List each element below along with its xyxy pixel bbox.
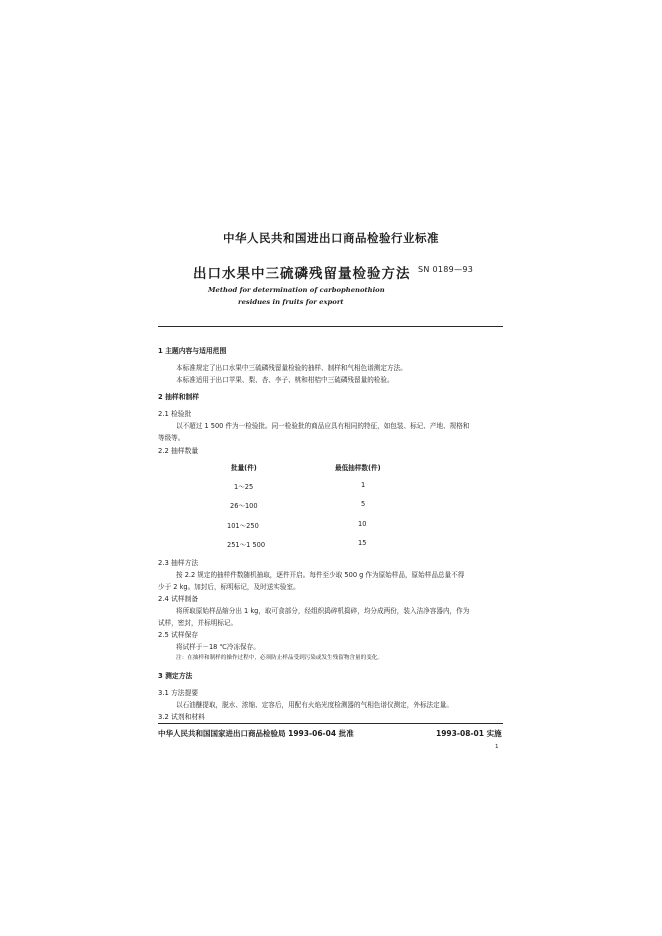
- section-2-3-paragraph-line2: 少于 2 kg。加封后，标明标记，及时送实验室。: [158, 583, 300, 591]
- section-2-5-paragraph: 将试样于－18 ℃冷冻保存。: [176, 643, 260, 651]
- table-header-batch-size: 批量(件): [231, 464, 257, 472]
- english-title-line1: Method for determination of carbophenothion: [208, 286, 385, 294]
- section-1-heading: 1 主题内容与适用范围: [158, 347, 227, 355]
- section-2-1-paragraph-line1: 以不超过 1 500 件为一检验批。同一检验批的商品应具有相同的特征，如包装、标记、产地、规格和: [176, 422, 470, 430]
- document-title: 出口水果中三硫磷残留量检验方法: [193, 266, 411, 282]
- footer-divider: [158, 723, 503, 724]
- page-number: 1: [495, 744, 499, 750]
- table-cell-samples: 10: [358, 520, 367, 528]
- section-2-4-paragraph-line2: 试样，密封，并标明标记。: [158, 619, 238, 627]
- section-3-2-heading: 3.2 试剂和材料: [158, 713, 205, 721]
- section-2-1-paragraph-line2: 等级等。: [158, 434, 185, 442]
- table-header-min-samples: 最低抽样数(件): [335, 464, 381, 472]
- table-cell-batch: 251～1 500: [227, 541, 266, 549]
- table-cell-samples: 5: [361, 500, 366, 508]
- section-1-paragraph-2: 本标准适用于出口苹果、梨、杏、李子、桃和柑桔中三硫磷残留量的检验。: [176, 376, 394, 384]
- implementation-date: 1993-08-01 实施: [436, 729, 502, 738]
- section-3-heading: 3 测定方法: [158, 672, 193, 680]
- table-cell-samples: 15: [358, 539, 367, 547]
- section-2-4-heading: 2.4 试样制备: [158, 595, 199, 603]
- section-3-1-paragraph: 以石油醚提取，脱水、浓缩、定容后，用配有火焰光度检测器的气相色谱仪测定，外标法定量。: [176, 701, 453, 709]
- approval-statement: 中华人民共和国国家进出口商品检验局 1993-06-04 批准: [158, 729, 354, 738]
- section-2-2-heading: 2.2 抽样数量: [158, 447, 199, 455]
- section-2-4-paragraph-line1: 将所取原始样品缩分出 1 kg，取可食部分，经组织捣碎机捣碎，均分成两份，装入洁净容器内，作为: [176, 607, 470, 615]
- standard-code: SN 0189—93: [418, 265, 474, 274]
- section-2-5-heading: 2.5 试样保存: [158, 631, 199, 639]
- table-cell-batch: 101～250: [227, 522, 259, 530]
- section-2-1-heading: 2.1 检验批: [158, 410, 192, 418]
- english-title-line2: residues in fruits for export: [238, 298, 344, 306]
- section-3-1-heading: 3.1 方法提要: [158, 689, 199, 697]
- section-2-5-note: 注：在抽样和制样的操作过程中，必须防止样品受到污染或发生残留物含量的变化。: [176, 655, 383, 661]
- table-cell-samples: 1: [361, 481, 366, 489]
- table-cell-batch: 1～25: [234, 483, 254, 491]
- table-cell-batch: 26～100: [230, 502, 258, 510]
- section-1-paragraph-1: 本标准规定了出口水果中三硫磷残留量检验的抽样、制样和气相色谱测定方法。: [176, 364, 407, 372]
- header-divider: [158, 326, 503, 327]
- section-2-3-heading: 2.3 抽样方法: [158, 559, 199, 567]
- section-2-heading: 2 抽样和制样: [158, 393, 200, 401]
- standard-org-header: 中华人民共和国进出口商品检验行业标准: [223, 231, 439, 245]
- section-2-3-paragraph-line1: 按 2.2 规定的抽样件数随机抽取，逐件开启。每件至少取 500 g 作为原始样品，原始样品总量不得: [176, 571, 465, 579]
